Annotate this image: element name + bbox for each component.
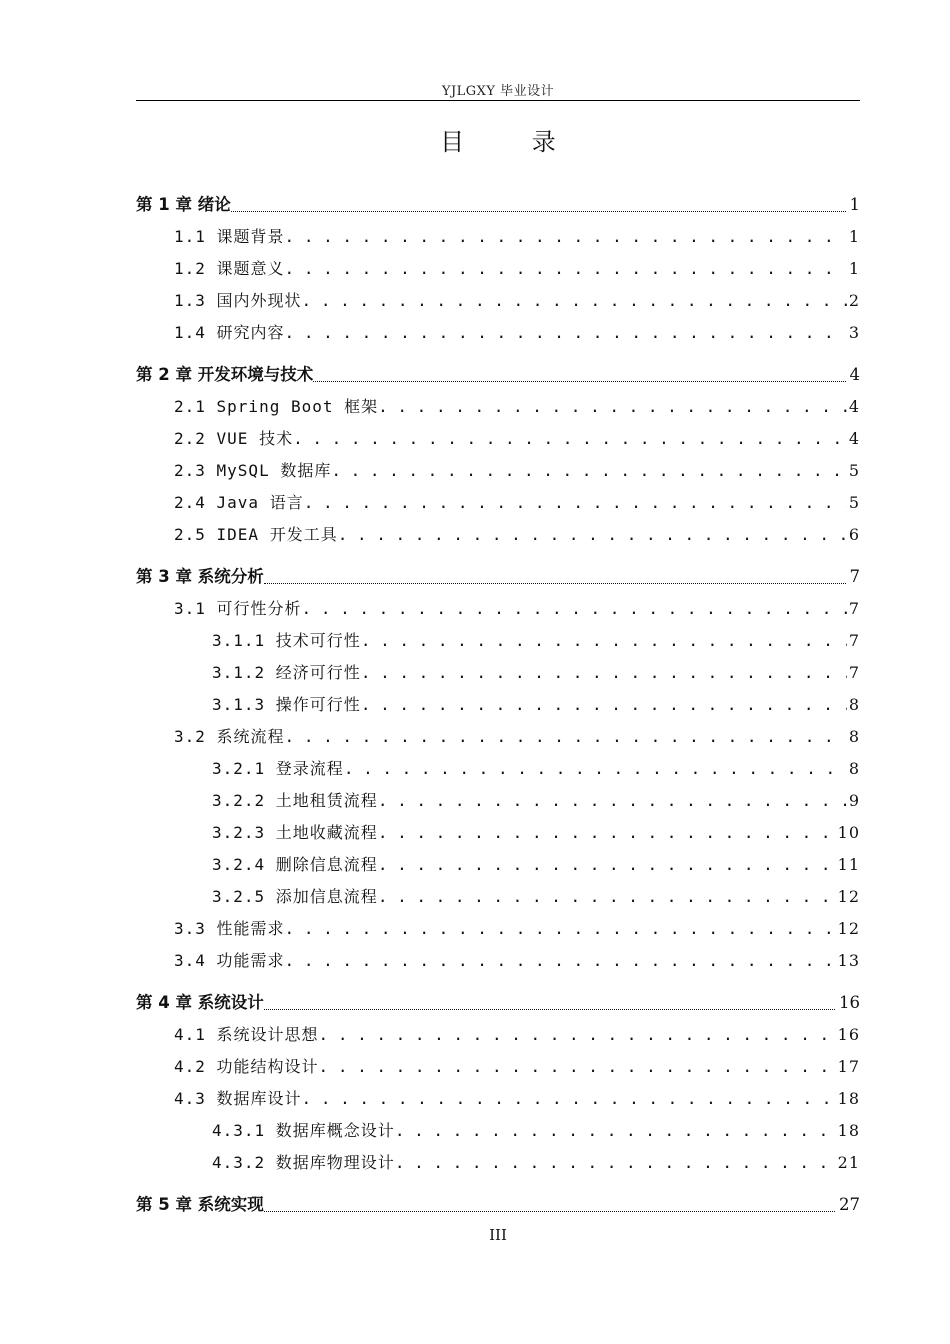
toc-dot-leader (361, 692, 847, 718)
toc-dot-leader (264, 1009, 835, 1010)
toc-section-entry (212, 788, 860, 814)
toc-section-entry (174, 1054, 860, 1080)
toc-entry-title: 2.5 IDEA 开发工具 (174, 525, 338, 544)
toc-dot-leader (378, 884, 836, 910)
toc-dot-leader (319, 1054, 836, 1080)
toc-entry-page: 4 (849, 365, 860, 384)
toc-dot-leader (285, 224, 847, 250)
toc-entry-page: 5 (848, 493, 860, 512)
toc-section-entry (174, 522, 860, 548)
toc-entry-title: 3.2.4 删除信息流程 (212, 855, 378, 874)
toc-entry-title: 4.3 数据库设计 (174, 1089, 302, 1108)
toc-section-entry (174, 596, 860, 622)
toc-entry-title: 2.4 Java 语言 (174, 493, 304, 512)
toc-entry-page: 8 (848, 727, 860, 746)
toc-dot-leader (319, 1022, 836, 1048)
toc-entry-title: 1.1 课题背景 (174, 227, 285, 246)
toc-entry-page: 16 (837, 1025, 860, 1044)
toc-entry-page: 9 (848, 791, 860, 810)
toc-section-entry (212, 756, 860, 782)
toc-entry-page: 6 (848, 525, 860, 544)
toc-dot-leader (395, 1118, 836, 1144)
toc-section-entry (174, 426, 860, 452)
toc-entry-page: 1 (849, 195, 860, 214)
toc-section-entry (174, 1086, 860, 1112)
toc-dot-leader (378, 788, 847, 814)
toc-entry-page: 8 (848, 759, 860, 778)
toc-entry-page: 1 (848, 259, 860, 278)
toc-section-entry (174, 948, 860, 974)
toc-entry-title: 第 1 章 绪论 (136, 195, 231, 214)
toc-dot-leader (378, 820, 836, 846)
toc-entry-title: 3.2.2 土地租赁流程 (212, 791, 378, 810)
toc-section-entry (174, 916, 860, 942)
toc-dot-leader (302, 1086, 836, 1112)
toc-entry-title: 3.1.2 经济可行性 (212, 663, 361, 682)
toc-entry-page: 7 (848, 631, 860, 650)
toc-section-entry (212, 1150, 860, 1176)
toc-entry-page: 2 (848, 291, 860, 310)
toc-chapter-entry (136, 990, 860, 1016)
toc-entry-title: 2.3 MySQL 数据库 (174, 461, 332, 480)
page-number: III (489, 1226, 507, 1244)
toc-entry-title: 3.2.1 登录流程 (212, 759, 344, 778)
toc-entry-title: 3.2 系统流程 (174, 727, 285, 746)
toc-section-entry (174, 256, 860, 282)
toc-entry-page: 7 (848, 599, 860, 618)
toc-entry-title: 第 5 章 系统实现 (136, 1195, 264, 1214)
toc-entry-page: 10 (837, 823, 860, 842)
toc-entry-title: 1.4 研究内容 (174, 323, 285, 342)
toc-entry-title: 4.2 功能结构设计 (174, 1057, 319, 1076)
toc-dot-leader (378, 394, 847, 420)
toc-entry-title: 1.3 国内外现状 (174, 291, 302, 310)
toc-entry-title: 3.2.5 添加信息流程 (212, 887, 378, 906)
toc-section-entry (174, 320, 860, 346)
toc-entry-page: 1 (848, 227, 860, 246)
header-rule (136, 100, 860, 101)
toc-entry-page: 12 (837, 919, 860, 938)
toc-entry-page: 18 (837, 1089, 860, 1108)
toc-dot-leader (302, 596, 847, 622)
toc-dot-leader (285, 724, 847, 750)
toc-entry-page: 8 (848, 695, 860, 714)
toc-entry-title: 3.2.3 土地收藏流程 (212, 823, 378, 842)
toc-section-entry (174, 394, 860, 420)
toc-dot-leader (361, 628, 847, 654)
toc-entry-title: 3.1.1 技术可行性 (212, 631, 361, 650)
toc-dot-leader (264, 1211, 835, 1212)
toc-dot-leader (302, 288, 847, 314)
toc-entry-page: 3 (848, 323, 860, 342)
toc-entry-page: 17 (837, 1057, 860, 1076)
toc-entry-title: 4.1 系统设计思想 (174, 1025, 319, 1044)
page-title: 目 录 (440, 128, 586, 156)
toc-dot-leader (285, 320, 847, 346)
toc-dot-leader (344, 756, 847, 782)
toc-section-entry (212, 852, 860, 878)
toc-dot-leader (361, 660, 847, 686)
toc-entry-page: 7 (848, 663, 860, 682)
toc-section-entry (174, 458, 860, 484)
toc-dot-leader (338, 522, 847, 548)
toc-dot-leader (395, 1150, 836, 1176)
toc-entry-page: 18 (837, 1121, 860, 1140)
toc-section-entry (212, 820, 860, 846)
toc-section-entry (174, 224, 860, 250)
toc-entry-page: 12 (837, 887, 860, 906)
toc-chapter-entry (136, 1192, 860, 1218)
toc-section-entry (174, 1022, 860, 1048)
toc-dot-leader (264, 583, 846, 584)
toc-entry-page: 7 (849, 567, 860, 586)
toc-dot-leader (285, 916, 836, 942)
toc-chapter-entry (136, 362, 860, 388)
toc-entry-page: 13 (837, 951, 860, 970)
toc-entry-title: 第 3 章 系统分析 (136, 567, 264, 586)
toc-section-entry (174, 490, 860, 516)
toc-entry-title: 3.3 性能需求 (174, 919, 285, 938)
toc-dot-leader (285, 948, 836, 974)
toc-section-entry (174, 724, 860, 750)
toc-dot-leader (313, 381, 845, 382)
toc-entry-title: 2.2 VUE 技术 (174, 429, 294, 448)
toc-entry-page: 27 (839, 1195, 860, 1214)
page-header: YJLGXY 毕业设计 (441, 84, 555, 99)
toc-entry-page: 4 (848, 429, 860, 448)
toc-section-entry (212, 884, 860, 910)
toc-entry-title: 第 2 章 开发环境与技术 (136, 365, 314, 384)
toc-section-entry (212, 660, 860, 686)
toc-dot-leader (285, 256, 847, 282)
toc-entry-title: 3.4 功能需求 (174, 951, 285, 970)
toc-entry-title: 4.3.1 数据库概念设计 (212, 1121, 395, 1140)
toc-entry-title: 3.1.3 操作可行性 (212, 695, 361, 714)
toc-entry-page: 21 (837, 1153, 860, 1172)
toc-chapter-entry (136, 564, 860, 590)
toc-section-entry (212, 1118, 860, 1144)
toc-entry-page: 16 (839, 993, 860, 1012)
toc-dot-leader (378, 852, 836, 878)
toc-entry-page: 11 (837, 855, 860, 874)
toc-section-entry (212, 628, 860, 654)
toc-entry-page: 4 (848, 397, 860, 416)
toc-dot-leader (304, 490, 847, 516)
toc-section-entry (174, 288, 860, 314)
toc-entry-title: 第 4 章 系统设计 (136, 993, 264, 1012)
toc-entry-page: 5 (848, 461, 860, 480)
toc-entry-title: 2.1 Spring Boot 框架 (174, 397, 379, 416)
toc-section-entry (212, 692, 860, 718)
toc-entry-title: 4.3.2 数据库物理设计 (212, 1153, 395, 1172)
toc-dot-leader (231, 211, 846, 212)
toc-dot-leader (331, 458, 846, 484)
toc-chapter-entry (136, 192, 860, 218)
toc-entry-title: 1.2 课题意义 (174, 259, 285, 278)
toc-entry-title: 3.1 可行性分析 (174, 599, 302, 618)
toc-dot-leader (293, 426, 847, 452)
